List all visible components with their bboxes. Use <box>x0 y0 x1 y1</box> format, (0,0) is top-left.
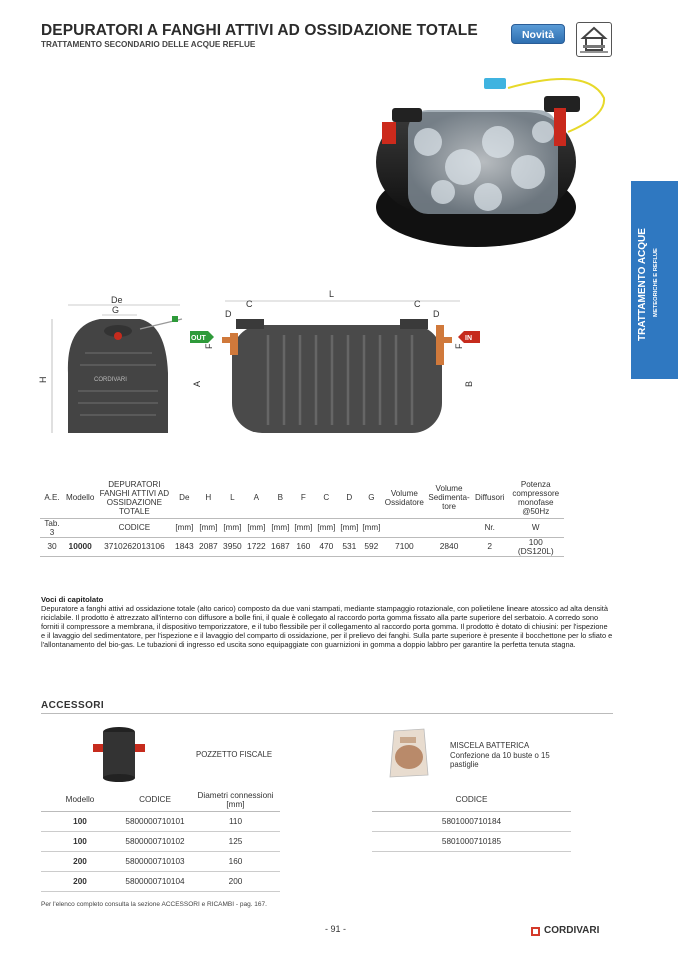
cell-vol-ossidatore: 7100 <box>382 537 426 556</box>
dim-label-a: A <box>192 380 202 387</box>
col-header-f: F <box>300 493 306 503</box>
col-header-de: De <box>179 493 190 503</box>
in-label: IN <box>465 335 472 342</box>
cell-diametro: 160 <box>191 851 280 871</box>
col-header-vol-sedimentatore: Volume Sedimenta-tore <box>428 484 470 512</box>
section-divider <box>41 713 613 714</box>
accessori-title: ACCESSORI <box>41 700 105 711</box>
pozzetto-image <box>92 724 146 782</box>
cell-diametro: 125 <box>191 831 280 851</box>
col-header-modello: Modello <box>41 789 119 811</box>
cell-potenza: 100 (DS120L) <box>508 537 564 556</box>
cell-modello: 10000 <box>64 537 96 556</box>
sub-header-unit: [mm] <box>220 518 244 537</box>
house-icon <box>576 22 612 57</box>
page-title: DEPURATORI A FANGHI ATTIVI AD OSSIDAZIONE TOTALE <box>41 22 478 39</box>
sub-header-unit: [mm] <box>196 518 220 537</box>
col-header-a: A <box>253 493 260 503</box>
sub-header-codice: CODICE <box>96 518 172 537</box>
drawing-brand: CORDIVARI <box>94 377 127 383</box>
cell-de: 1843 <box>172 537 196 556</box>
table-row <box>41 831 280 851</box>
col-header-ae: A.E. <box>44 493 60 503</box>
technical-drawing <box>40 285 485 445</box>
pozzetto-label: POZZETTO FISCALE <box>196 750 273 759</box>
voci-text: Depuratore a fanghi attivi ad ossidazione totale (alto carico) composto da due vani stampati, mediante stampaggio rotazionale, con polietilene lineare atossico ad alta densità riciclabile. Il prodotto è attrezzato all'interno con diffusore a bolle fini, il quale è collegato al raccordo porta gomma fissato alla parte superiore del serbatoio. A corredo sono forniti il compressore a membrana, il dispositivo temporizzatore, e il tubo flessibile per il collegamento al raccordo porta gomma. Il prodotto è dotato di chiusini: per l'ispezione e il lavaggio del sedimentatore, per l'ispezione e il lavaggio del comparto di ossidazione, per il prelievo dei fanghi. Sulla parte superiore è presente il bocchettone per lo sfiato e l'allontanamento del bio-gas. Le tubazioni di ingresso ed uscita sono equipaggiate con guarnizioni in gomma a doppio labbro per garantire la perfetta tenuta stagna. <box>41 604 613 649</box>
cell-b: 1687 <box>268 537 292 556</box>
dim-label-h: H <box>38 376 48 383</box>
cell-modello: 100 <box>41 831 119 851</box>
dim-label-d-right: D <box>433 309 440 319</box>
dim-label-b: B <box>464 380 474 387</box>
product-image <box>368 72 613 262</box>
cell-ae: 30 <box>40 537 64 556</box>
sub-header-unit: [mm] <box>268 518 292 537</box>
sub-header-tab: Tab. 3 <box>40 518 64 537</box>
col-header-h: H <box>205 493 212 503</box>
cell-d: 531 <box>338 537 360 556</box>
side-section-tab <box>631 181 678 379</box>
sub-header-unit: [mm] <box>244 518 268 537</box>
sub-header-unit: [mm] <box>172 518 196 537</box>
cell-codice: 5800000710101 <box>119 811 191 831</box>
miscela-image <box>388 727 430 779</box>
col-header-codice: CODICE <box>372 789 571 811</box>
col-header-g: G <box>368 493 375 503</box>
cell-codice: 5801000710184 <box>372 811 571 831</box>
side-tab-title: TRATTAMENTO ACQUE <box>637 228 648 341</box>
cell-g: 592 <box>360 537 382 556</box>
cell-codice: 5800000710102 <box>119 831 191 851</box>
col-header-potenza: Potenza compressore monofase @50Hz <box>512 479 560 516</box>
dim-label-de: De <box>111 295 123 305</box>
side-tab-subtitle: METEORICHE E REFLUE <box>653 248 659 317</box>
footnote: Per l'elenco completo consulta la sezione ACCESSORI e RICAMBI - pag. 167. <box>41 901 267 908</box>
col-header-d: D <box>346 493 353 503</box>
table-row <box>372 831 571 851</box>
table-row <box>41 851 280 871</box>
cell-l: 3950 <box>220 537 244 556</box>
dim-label-l: L <box>329 289 335 299</box>
cell-modello: 200 <box>41 871 119 891</box>
dim-label-f-right: F <box>454 343 464 349</box>
cell-diametro: 110 <box>191 811 280 831</box>
sub-header-unit: [mm] <box>314 518 338 537</box>
sub-header-w: W <box>508 518 564 537</box>
dim-label-g: G <box>112 305 120 315</box>
miscela-label: MISCELA BATTERICA Confezione da 10 buste o 15 pastiglie <box>450 741 550 769</box>
spec-table <box>40 478 564 557</box>
sub-header-unit: [mm] <box>360 518 382 537</box>
sub-header-unit: [mm] <box>338 518 360 537</box>
col-header-depuratori: DEPURATORI FANGHI ATTIVI AD OSSIDAZIONE TOTALE <box>99 479 170 516</box>
cell-codice: 5800000710104 <box>119 871 191 891</box>
cell-h: 2087 <box>196 537 220 556</box>
dim-label-f-left: F <box>204 343 214 349</box>
dim-label-d-left: D <box>225 309 232 319</box>
col-header-vol-ossidatore: Volume Ossidatore <box>384 488 424 507</box>
col-header-diametri: Diametri connessioni [mm] <box>191 789 280 811</box>
pozzetto-table <box>41 789 280 892</box>
page-subtitle: TRATTAMENTO SECONDARIO DELLE ACQUE REFLUE <box>41 40 256 49</box>
voci-title: Voci di capitolato <box>41 595 104 604</box>
dim-label-c-left: C <box>246 299 253 309</box>
cell-modello: 100 <box>41 811 119 831</box>
sub-header-unit: [mm] <box>292 518 314 537</box>
table-row <box>372 811 571 831</box>
cell-diffusori: 2 <box>472 537 508 556</box>
cell-diametro: 200 <box>191 871 280 891</box>
cell-vol-sedimentatore: 2840 <box>426 537 471 556</box>
sub-header-nr: Nr. <box>472 518 508 537</box>
miscela-table <box>372 789 571 852</box>
brand-logo-text: CORDIVARI <box>544 925 600 936</box>
table-row <box>40 537 564 556</box>
col-header-diffusori: Diffusori <box>474 493 505 503</box>
col-header-codice: CODICE <box>119 789 191 811</box>
cell-c: 470 <box>314 537 338 556</box>
page-number: - 91 - <box>325 924 347 934</box>
cell-f: 160 <box>292 537 314 556</box>
cell-codice: 5801000710185 <box>372 831 571 851</box>
col-header-b: B <box>277 493 284 503</box>
col-header-modello: Modello <box>66 493 95 503</box>
cell-modello: 200 <box>41 851 119 871</box>
table-row <box>41 811 280 831</box>
table-row <box>41 871 280 891</box>
col-header-c: C <box>323 493 330 503</box>
cell-a: 1722 <box>244 537 268 556</box>
new-badge: Novità <box>511 24 565 44</box>
cell-codice: 3710262013106 <box>96 537 172 556</box>
out-label: OUT <box>191 335 206 342</box>
cell-codice: 5800000710103 <box>119 851 191 871</box>
col-header-l: L <box>230 493 235 503</box>
dim-label-c-right: C <box>414 299 421 309</box>
